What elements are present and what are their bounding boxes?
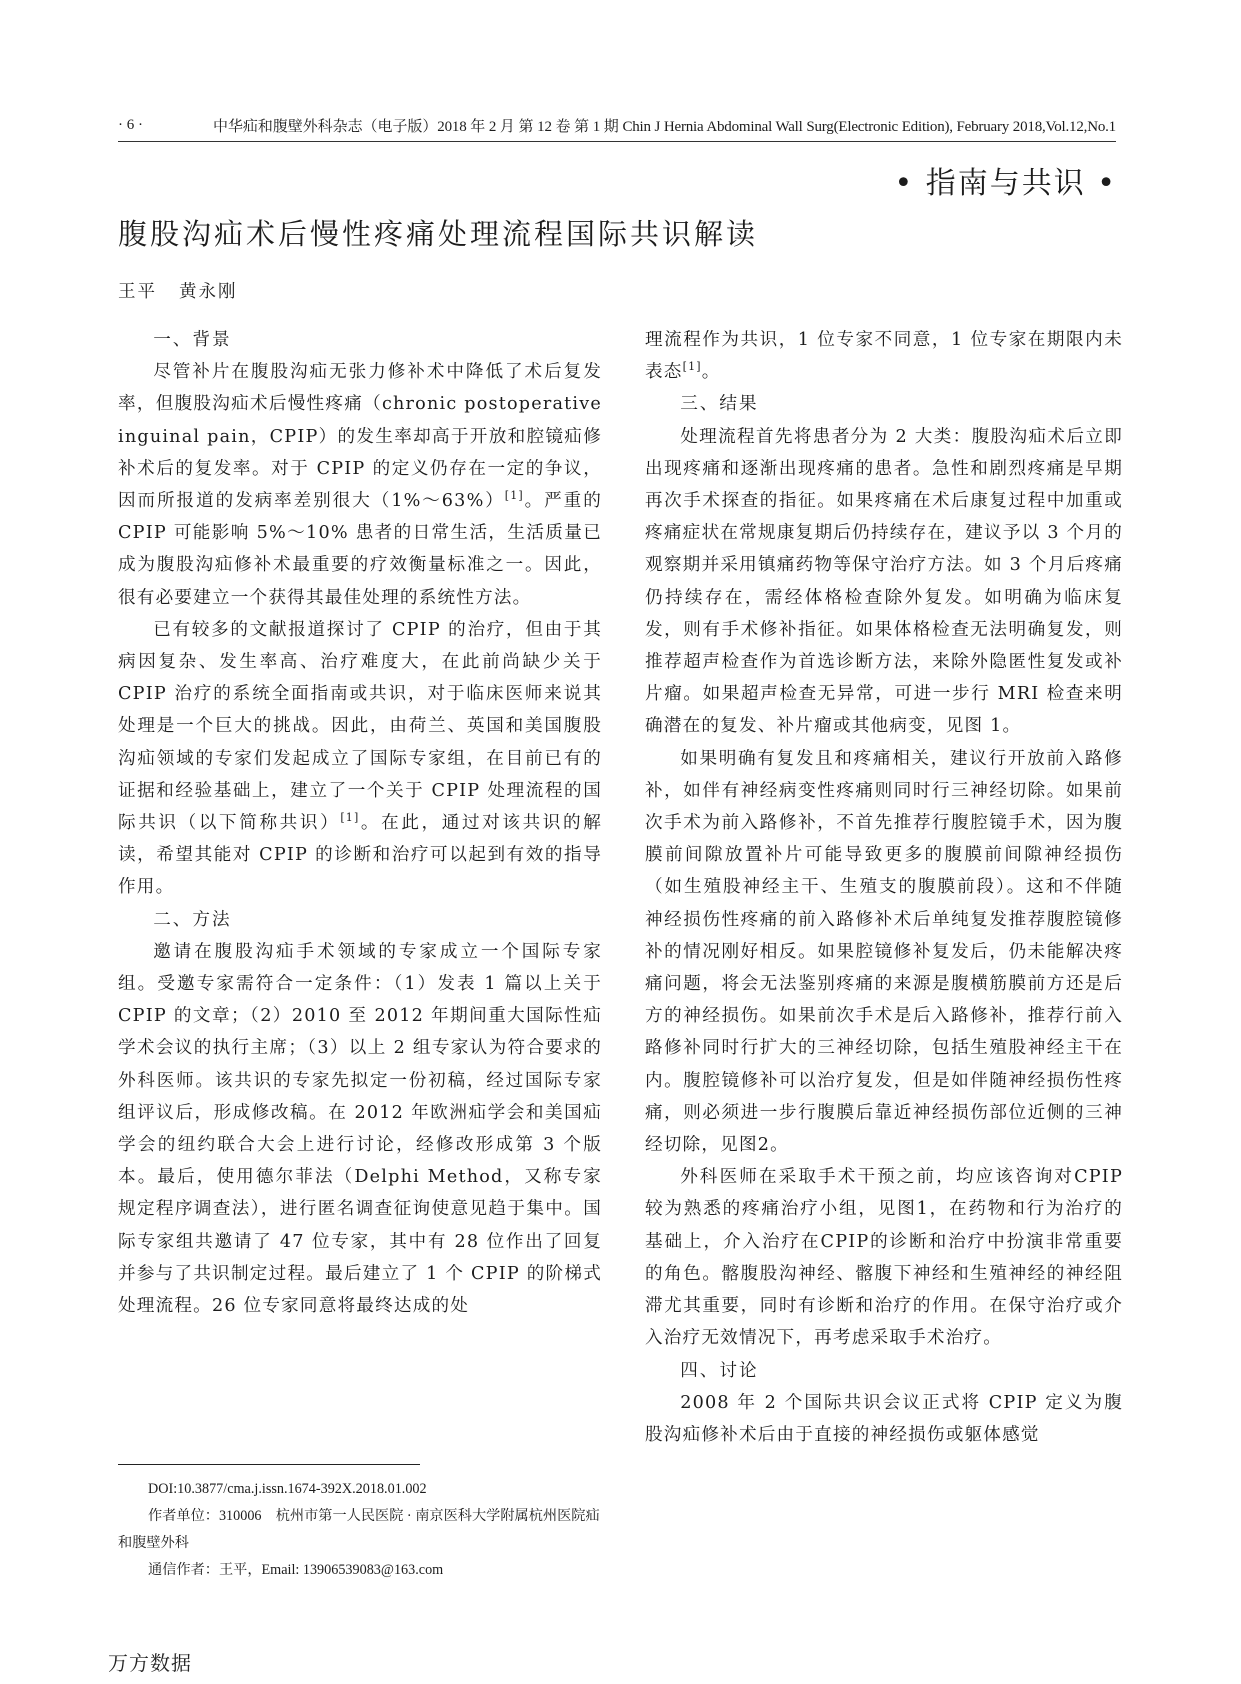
paragraph: 尽管补片在腹股沟疝无张力修补术中降低了术后复发率，但腹股沟疝术后慢性疼痛（chronic postoperative inguinal pain，CPIP）的发生率却高于开放和腔镜疝修补术后的复发率。对于 CPIP 的定义仍存在一定的争议，因而所报道的发病率差别很大（1%～63%）[1]。严重的 CPIP 可能影响 5%～10% 患者的日常生活，生活质量已成为腹股沟疝修补术最重要的疗效衡量标准之一。因此，很有必要建立一个获得其最佳处理的系统性方法。 bbox=[118, 362, 602, 608]
database-watermark: 万方数据 bbox=[108, 1651, 192, 1675]
header-rule bbox=[118, 141, 1116, 142]
footnotes bbox=[118, 1476, 602, 1584]
doi-note: DOI:10.3877/cma.j.issn.1674-392X.2018.01.002 bbox=[148, 1481, 427, 1497]
citation-ref[interactable]: [1] bbox=[682, 360, 702, 374]
citation-ref[interactable]: [1] bbox=[340, 811, 360, 825]
left-column bbox=[118, 324, 602, 1322]
article-title: 腹股沟疝术后慢性疼痛处理流程国际共识解读 bbox=[118, 217, 759, 251]
page-number: · 6 · bbox=[118, 117, 143, 133]
right-column bbox=[645, 324, 1123, 1451]
section-heading-results: 三、结果 bbox=[680, 394, 759, 415]
footnote-rule bbox=[118, 1464, 420, 1465]
section-heading-methods: 二、方法 bbox=[153, 909, 232, 930]
section-heading-discussion: 四、讨论 bbox=[680, 1360, 759, 1381]
paragraph: 2008 年 2 个国际共识会议正式将 CPIP 定义为腹股沟疝修补术后由于直接的神经损伤或躯体感觉 bbox=[645, 1392, 1123, 1445]
paragraph: 理流程作为共识，1 位专家不同意，1 位专家在期限内未表态[1]。 bbox=[645, 330, 1123, 383]
correspondence-note: 通信作者：王平，Email: 13906539083@163.com bbox=[148, 1562, 444, 1578]
affiliation-note: 作者单位：310006 杭州市第一人民医院 · 南京医科大学附属杭州医院疝和腹壁外科 bbox=[118, 1508, 600, 1551]
author-name: 王平 bbox=[118, 282, 157, 302]
section-heading-background: 一、背景 bbox=[153, 330, 232, 350]
author-list bbox=[118, 278, 238, 303]
paragraph: 如果明确有复发且和疼痛相关，建议行开放前入路修补，如伴有神经病变性疼痛则同时行三神经切除。如果前次手术为前入路修补，不首先推荐行腹腔镜手术，因为腹膜前间隙放置补片可能导致更多的腹膜前间隙神经损伤（如生殖股神经主干、生殖支的腹膜前段）。这和不伴随神经损伤性疼痛的前入路修补术后单纯复发推荐腹腔镜修补的情况刚好相反。如果腔镜修补复发后，仍未能解决疼痛问题，将会无法鉴别疼痛的来源是腹横筋膜前方还是后方的神经损伤。如果前次手术是后入路修补，推荐行前入路修补同时行扩大的三神经切除，包括生殖股神经主干在内。腹腔镜修补可以治疗复发，但是如伴随神经损伤性疼痛，则必须进一步行腹膜后靠近神经损伤部位近侧的三神经切除，见图2。 bbox=[645, 748, 1123, 1156]
paragraph: 处理流程首先将患者分为 2 大类：腹股沟疝术后立即出现疼痛和逐渐出现疼痛的患者。急性和剧烈疼痛是早期再次手术探查的指征。如果疼痛在术后康复过程中加重或疼痛症状在常规康复期后仍持续存在，建议予以 3 个月的观察期并采用镇痛药物等保守治疗方法。如 3 个月后疼痛仍持续存在，需经体格检查除外复发。如明确为临床复发，则有手术修补指征。如果体格检查无法明确复发，则推荐超声检查作为首选诊断方法，来除外隐匿性复发或补片瘤。如果超声检查无异常，可进一步行 MRI 检查来明确潜在的复发、补片瘤或其他病变，见图 1。 bbox=[645, 426, 1123, 737]
paragraph: 邀请在腹股沟疝手术领域的专家成立一个国际专家组。受邀专家需符合一定条件：（1）发表 1 篇以上关于 CPIP 的文章；（2）2010 至 2012 年期间重大国际性疝学术会议的执行主席；（3）以上 2 组专家认为符合要求的外科医师。该共识的专家先拟定一份初稿，经过国际专家组评议后，形成修改稿。在 2012 年欧洲疝学会和美国疝学会的纽约联合大会上进行讨论，经修改形成第 3 个版本。最后，使用德尔菲法（Delphi Method，又称专家规定程序调查法），进行匿名调查征询使意见趋于集中。国际专家组共邀请了 47 位专家，其中有 28 位作出了回复并参与了共识制定过程。最后建立了 1 个 CPIP 的阶梯式处理流程。26 位专家同意将最终达成的处 bbox=[118, 941, 602, 1317]
paragraph: 外科医师在采取手术干预之前，均应该咨询对CPIP较为熟悉的疼痛治疗小组，见图1，在药物和行为治疗的基础上，介入治疗在CPIP的诊断和治疗中扮演非常重要的角色。髂腹股沟神经、髂腹下神经和生殖神经的神经阻滞尤其重要，同时有诊断和治疗的作用。在保守治疗或介入治疗无效情况下，再考虑采取手术治疗。 bbox=[645, 1167, 1123, 1349]
running-header bbox=[0, 115, 1241, 139]
author-name: 黄永刚 bbox=[179, 282, 238, 302]
section-tag: • 指南与共识 • bbox=[894, 166, 1117, 201]
journal-citation: 中华疝和腹壁外科杂志（电子版）2018 年 2 月 第 12 卷 第 1 期 Chin J Hernia Abdominal Wall Surg(Electronic Edition), February 2018,Vol.12,No.1 bbox=[213, 119, 1116, 135]
paragraph: 已有较多的文献报道探讨了 CPIP 的治疗，但由于其病因复杂、发生率高、治疗难度大，在此前尚缺少关于 CPIP 治疗的系统全面指南或共识，对于临床医师来说其处理是一个巨大的挑战。因此，由荷兰、英国和美国腹股沟疝领域的专家们发起成立了国际专家组，在目前已有的证据和经验基础上，建立了一个关于 CPIP 处理流程的国际共识（以下简称共识）[1]。在此，通过对该共识的解读，希望其能对 CPIP 的诊断和治疗可以起到有效的指导作用。 bbox=[118, 619, 603, 898]
citation-ref[interactable]: [1] bbox=[504, 489, 524, 503]
